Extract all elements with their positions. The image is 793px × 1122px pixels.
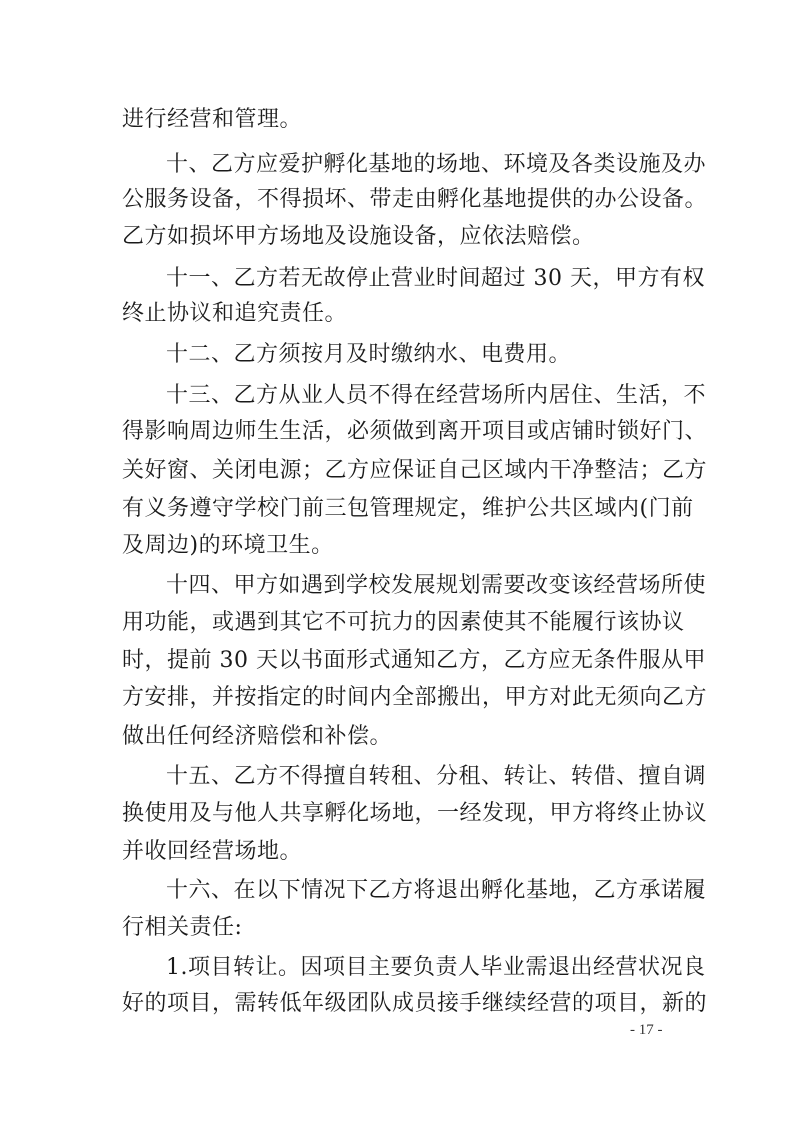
text-line: 用功能，或遇到其它不可抗力的因素使其不能履行该协议 (122, 610, 685, 635)
text-line: 有义务遵守学校门前三包管理规定，维护公共区域内(门前 (122, 496, 694, 521)
text-line: 乙方如损坏甲方场地及设施设备，应依法赔偿。 (122, 224, 595, 249)
text-line: 终止协议和追究责任。 (122, 301, 348, 326)
clause-16-line: 十六、在以下情况下乙方将退出孵化基地，乙方承诺履 (166, 878, 707, 903)
text-line: 做出任何经济赔偿和补偿。 (122, 724, 393, 749)
text-line: 方安排，并按指定的时间内全部搬出，甲方对此无须向乙方 (122, 685, 708, 710)
clause-10-line: 十、乙方应爱护孵化基地的场地、环境及各类设施及办 (166, 152, 707, 177)
item-1-line: 1.项目转让。因项目主要负责人毕业需退出经营状况良 (166, 955, 706, 980)
clause-15-line: 十五、乙方不得擅自转租、分租、转让、转借、擅自调 (166, 764, 707, 789)
clause-13-line: 十三、乙方从业人员不得在经营场所内居住、生活，不 (166, 383, 707, 408)
clause-14-line: 十四、甲方如遇到学校发展规划需要改变该经营场所使 (166, 573, 707, 598)
clause-12-line: 十二、乙方须按月及时缴纳水、电费用。 (166, 342, 572, 367)
text-line: 及周边)的环境卫生。 (122, 533, 334, 558)
text-line: 得影响周边师生生活，必须做到离开项目或店铺时锁好门、 (122, 419, 708, 444)
text-line: 行相关责任: (122, 915, 243, 940)
text-line: 并收回经营场地。 (122, 839, 303, 864)
text-line: 时，提前 30 天以书面形式通知乙方，乙方应无条件服从甲 (122, 648, 706, 673)
text-line: 关好窗、关闭电源；乙方应保证自己区域内干净整洁；乙方 (122, 458, 708, 483)
text-line: 换使用及与他人共享孵化场地，一经发现，甲方将终止协议 (122, 801, 708, 826)
text-line: 进行经营和管理。 (122, 107, 303, 132)
page-number: - 17 - (630, 1022, 663, 1038)
text-line: 好的项目，需转低年级团队成员接手继续经营的项目，新的 (122, 991, 708, 1016)
text-line: 公服务设备，不得损坏、带走由孵化基地提供的办公设备。 (122, 187, 708, 212)
clause-11-line: 十一、乙方若无故停止营业时间超过 30 天，甲方有权 (166, 266, 705, 291)
